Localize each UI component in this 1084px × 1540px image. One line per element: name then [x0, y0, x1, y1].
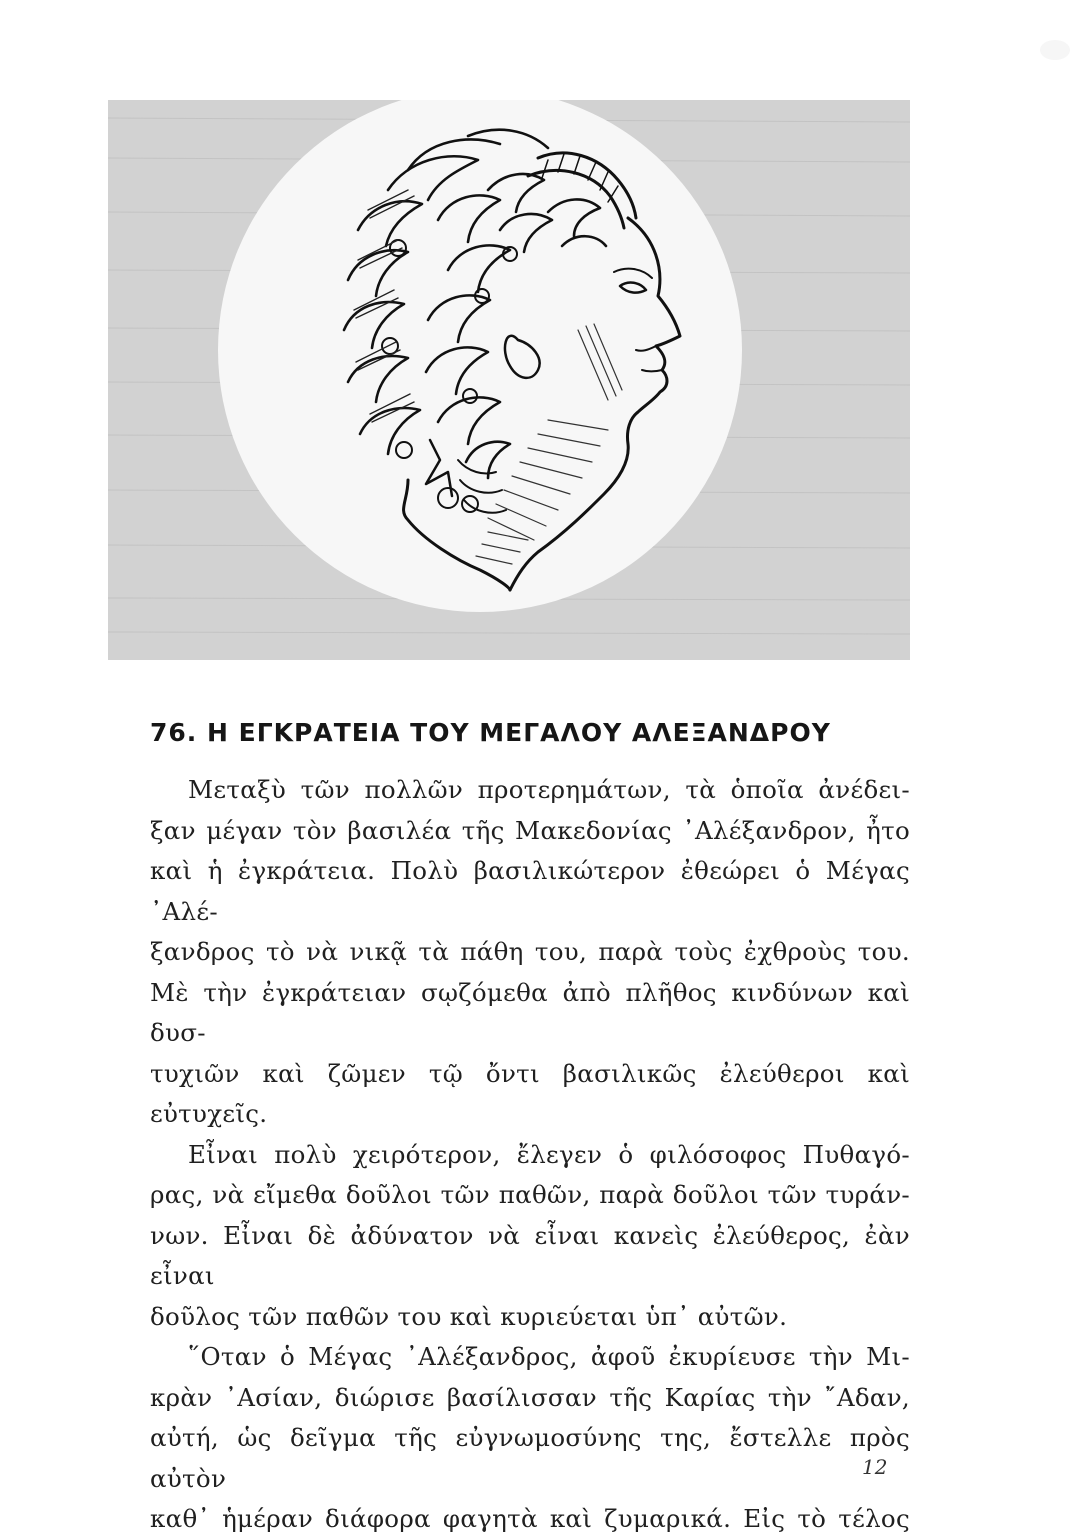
text-line: ξαν μέγαν τὸν βασιλέα τῆς Μακεδονίας ᾿Αλέξανδρον, ἦτο: [150, 815, 910, 845]
illustration-panel: [108, 100, 910, 660]
text-line: ῞Οταν ὁ Μέγας ᾿Αλέξανδρος, ἀφοῦ ἐκυρίευσε τὴν Μι-: [188, 1342, 910, 1371]
text-line: κρὰν ᾿Ασίαν, διώρισε βασίλισσαν τῆς Καρίας τὴν ῎Αδαν,: [150, 1382, 910, 1412]
text-line: νων. Εἶναι δὲ ἀδύνατον νὰ εἶναι κανεὶς ἐλεύθερος, ἐὰν εἶναι: [150, 1220, 910, 1290]
text-line: Μεταξὺ τῶν πολλῶν προτερημάτων, τὰ ὁποῖα ἀνέδει-: [188, 775, 910, 804]
alexander-portrait-illustration: [108, 100, 910, 660]
text-line: ρας, νὰ εἴμεθα δοῦλοι τῶν παθῶν, παρὰ δοῦλοι τῶν τυράν-: [150, 1180, 910, 1209]
scan-smudge: [1040, 40, 1070, 60]
text-line: Μὲ τὴν ἐγκράτειαν σῳζόμεθα ἀπὸ πλῆθος κινδύνων καὶ δυσ-: [150, 977, 910, 1047]
body-text: [150, 770, 910, 1540]
text-line: ξανδρος τὸ νὰ νικᾷ τὰ πάθη του, παρὰ τοὺς ἐχθροὺς του.: [150, 937, 910, 966]
text-line: δοῦλος τῶν παθῶν του καὶ κυριεύεται ὑπ᾿ αὐτῶν.: [150, 1301, 788, 1331]
chapter-number: 76.: [150, 718, 198, 747]
chapter-heading: [150, 718, 950, 747]
page-number: 12: [862, 1455, 888, 1479]
text-line: αὐτή, ὡς δεῖγμα τῆς εὐγνωμοσύνης της, ἔστελλε πρὸς αὐτὸν: [150, 1423, 910, 1493]
text-line: καὶ ἡ ἐγκράτεια. Πολὺ βασιλικώτερον ἐθεώρει ὁ Μέγας ᾿Αλέ-: [150, 856, 910, 926]
text-line: τυχιῶν καὶ ζῶμεν τῷ ὄντι βασιλικῶς ἐλεύθεροι καὶ εὐτυχεῖς.: [150, 1058, 910, 1128]
text-line: καθ᾿ ἡμέραν διάφορα φαγητὰ καὶ ζυμαρικά. Εἰς τὸ τέλος: [150, 1504, 910, 1533]
text-line: Εἶναι πολὺ χειρότερον, ἔλεγεν ὁ φιλόσοφος Πυθαγό-: [188, 1139, 910, 1169]
chapter-title: Η ΕΓΚΡΑΤΕΙΑ ΤΟΥ ΜΕΓΑΛΟΥ ΑΛΕΞΑΝΔΡΟΥ: [207, 718, 831, 747]
